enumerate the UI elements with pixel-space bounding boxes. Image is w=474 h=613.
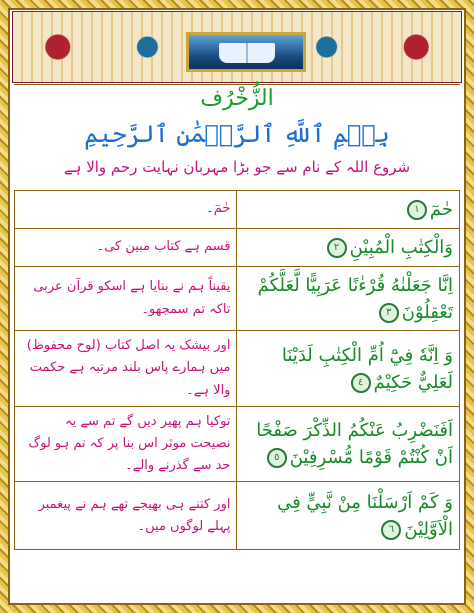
book-icon (219, 43, 275, 63)
arabic-verse (237, 267, 460, 331)
arabic-text: اِنَّا جَعَلْنٰهُ قُرْءٰنًا عَرَبِيًّا لَّعَلَّكُمْ تَعْقِلُوْنَ (257, 274, 453, 323)
surah-title: الزُّخْرُف (200, 86, 274, 111)
urdu-translation: توکیا ہم پھیر دیں گے تم سے یہ نصیحت موثر اس بنا پر کہ تم ہو لوگ حد سے گذرنے والے۔ (15, 407, 237, 482)
verse-row (15, 267, 460, 331)
urdu-translation: اور بیشک یہ اصل کتاب (لوح محفوظ) میں ہمارے پاس بلند مرتبہ ہے حکمت والا ہے۔ (15, 331, 237, 407)
ayah-number-marker: ٢ (327, 238, 347, 258)
arabic-verse (237, 407, 460, 482)
urdu-translation: حٰمٓ۔ (15, 191, 237, 229)
ayah-number-marker: ٤ (351, 373, 371, 393)
bismillah: بِسۡمِ ٱللَّهِ ٱلرَّحۡمَٰنِ ٱلرَّحِيمِ (84, 120, 390, 148)
arabic-text: وَ كَمْ اَرْسَلْنَا مِنْ نَّبِيٍّ فِي الْاَوَّلِيْنَ (277, 491, 453, 540)
verse-row (15, 407, 460, 482)
arabic-text: اَفَنَضْرِبُ عَنْكُمُ الذِّكْرَ صَفْحًا اَنْ كُنْتُمْ قَوْمًا مُّسْرِفِيْنَ (256, 420, 453, 469)
banner-illustration (186, 32, 306, 72)
verse-row (15, 331, 460, 407)
arabic-text: حٰمٓ (429, 199, 453, 220)
ayah-number-marker: ٦ (381, 520, 401, 540)
divider (14, 84, 460, 85)
arabic-verse (237, 331, 460, 407)
bismillah-translation: شروع اللہ کے نام سے جو بڑا مہربان نہایت رحم والا ہے (63, 158, 411, 176)
ayah-number-marker: ١ (407, 200, 427, 220)
verse-table (14, 190, 460, 550)
verse-row (15, 482, 460, 550)
verse-row (15, 229, 460, 267)
urdu-translation: قسم ہے کتاب مبین کی۔ (15, 229, 237, 267)
verse-row (15, 191, 460, 229)
urdu-translation: اور کتنے ہی بھیجے تھے ہم نے پیغمبر پہلے لوگوں میں۔ (15, 482, 237, 550)
arabic-text: وَالْكِتٰبِ الْمُبِيْنِ (349, 237, 453, 258)
arabic-text: وَ اِنَّهٗ فِيْٓ اُمِّ الْكِتٰبِ لَدَيْنَا لَعَلِيٌّ حَكِيْمٌ (281, 344, 453, 393)
arabic-verse (237, 482, 460, 550)
urdu-translation: یقیناً ہم نے بنایا ہے اسکو قرآن عربی تاکہ تم سمجھو۔ (15, 267, 237, 331)
arabic-verse (237, 191, 460, 229)
arabic-verse (237, 229, 460, 267)
header-banner (12, 11, 462, 83)
ayah-number-marker: ٣ (379, 303, 399, 323)
ayah-number-marker: ٥ (267, 448, 287, 468)
